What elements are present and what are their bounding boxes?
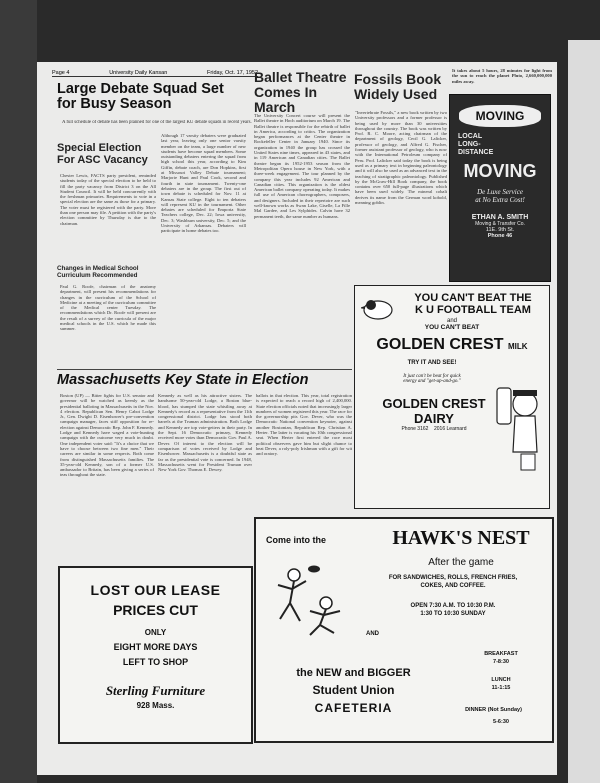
hawks-breakfast-label: BREAKFAST <box>484 651 518 657</box>
moving-phone: Phone 46 <box>487 233 513 239</box>
hawks-food-1: FOR SANDWICHES, ROLLS, FRENCH FRIES, <box>388 575 518 581</box>
golden-line-1: YOU CAN'T BEAT THE <box>414 292 532 304</box>
moving-badge: MOVING <box>459 105 541 127</box>
paper-name: University Daily Kansan <box>109 70 168 76</box>
asc-vacancy-body: Chester Lewis, FACTS party president, reminded students today of the special election to be held to fill the party vacancy from District 3 on the All Student Council. It will be held concurrently with the freshman primaries. Requirements to vote in a special election are the same as those for a primary. The voter must be registered with the party. More than one person may file. A petition with the party's election committee by Thursday is due to the chairman. <box>60 173 156 226</box>
moving-line-local: LOCAL <box>458 133 483 140</box>
golden-good-1: It just can't be beat for quick <box>403 374 461 379</box>
hawks-new-2: Student Union <box>312 683 395 697</box>
hawks-new-3: CAFETERIA <box>314 701 393 715</box>
jayhawk-icon <box>361 294 395 322</box>
lease-store: Sterling Furniture <box>105 683 206 698</box>
golden-dairy-2: DAIRY <box>414 411 454 426</box>
moving-ad <box>449 94 551 282</box>
moving-company-2: Moving & Transfer Co. <box>475 221 525 227</box>
moving-script-2: at No Extra Cost! <box>475 196 525 204</box>
milkman-icon <box>493 382 541 474</box>
lease-line-2: PRICES CUT <box>113 602 198 618</box>
moving-service-lines <box>450 133 550 157</box>
moving-big-word: MOVING <box>463 161 537 181</box>
moving-line-distance: DISTANCE <box>458 149 494 156</box>
golden-phone: Phone 3162 <box>401 426 429 432</box>
golden-brand: GOLDEN CREST <box>376 336 504 353</box>
lease-days: EIGHT MORE DAYS <box>113 642 198 652</box>
medical-headline: Changes in Medical School Curriculum Recommended <box>57 265 139 279</box>
page-number: Page 4 <box>52 70 70 76</box>
golden-address: 2016 Learnard <box>434 426 467 432</box>
hawks-nest-ad <box>254 517 554 743</box>
debate-body: Although 17 varsity debaters were graduated last year, leaving only one senior varsity member on the team, a large number of new students have become squad members. Some outstanding debaters entering the squad from high school this year, according to Kim Giffin, debate coach, are Don Hopkins, first at Missouri Valley Debate tournament; Marjorie Hunt and Paul Cook, second and fourth in state tournament. Twenty-one debaters are in the group. The first out of town debate is scheduled for Nov. 11 at Kansas State college. Eight to ten debaters will represent KU in the tournament. Other debates are scheduled for Emporia State Teachers college, Dec. 22; Iowa university, Dec. 3; Washburn university, Dec. 5; and the University of Arkansas. Debaters will participate in home debates too. <box>161 133 246 234</box>
golden-line-3: and <box>446 318 457 324</box>
hawks-dinner-note: (Not Sunday) <box>487 707 522 713</box>
section-rule <box>57 369 352 370</box>
hawks-and: AND <box>366 631 379 637</box>
sterling-furniture-ad <box>58 566 253 744</box>
massachusetts-col1: Boston (UP) — Bitter fights for U.S. senator and governor will be watched as keenly as the presidential balloting in Massachusetts in the Nov. 4 election. Republican Sen. Henry Cabot Lodge Jr., Gen. Dwight D. Eisenhower's pre-convention campaign manager, faces stiff opposition for re-election against Democratic Rep. John F. Kennedy. Lodge and Kennedy have waged a vote-hunting campaign with the outcome very much in doubt. One independent voter said: "It's a choice that we have to choose between two fine men." Their careers are similar in some respects. Both come from distinguished Massachusetts families. The 35-year-old Kennedy, son of a former U.S. ambassador to Britain, has been giving a series of teas throughout the state. <box>60 393 154 478</box>
moving-script-1: De Luxe Service <box>477 188 523 196</box>
hawks-after: After the game <box>428 557 494 568</box>
moving-line-long: LONG- <box>458 141 481 148</box>
hawks-name: HAWK'S NEST <box>392 527 530 549</box>
golden-line-2: K U FOOTBALL TEAM <box>415 304 531 316</box>
hawks-dinner-line <box>441 707 546 713</box>
golden-brand-line <box>355 336 549 354</box>
golden-crest-ad <box>354 285 550 509</box>
football-players-icon <box>270 559 350 639</box>
hawks-lunch-time: 11-1:15 <box>491 685 511 691</box>
golden-milk: MILK <box>508 342 528 351</box>
fossils-body: "Invertebrate Fossils," a new book written by two University professors and a former professor is being used by more than 30 universities throughout the country. The book was written by Prof. R. C. Moore, acting chairman of the department of geology, Cecil G. Lalicker, professor of geology, and Alfred G. Fischer, former assistant professor of geology, who is now with the International Petroleum company of Peru. Prof. Lalicker said today the book is being used as a primary text in beginning paleontology and it will also be used as an advanced text in the teaching of stratigraphic paleontology. Published by the McGraw-Hill Book company, the book contains over 650 full-page illustrations which have been used widely. The mineral cobalt derives its name from the German word kobold, meaning goblin. <box>355 110 447 206</box>
golden-good-2: energy and "get-up-and-go." <box>403 379 461 384</box>
massachusetts-col2: Kennedy as well as his attractive sisters. The handsome 50-year-old Lodge, a Boston blue-blood, has stumped the state whistling away at Kennedy's record as a representative from the 11th congressional district. Lodge has stood both barrels at the Truman administration. Both Lodge and Kennedy are top vote-getters in their party. In the Sept. 16 Democratic primary, Kennedy received more votes than Democratic Gov. Paul A. Dever. Of interest to the election will be comparison of votes received by Lodge and Eisenhower. Massachusetts is a doubtful state as far as the presidential vote is concerned. In 1948, Massachusetts went for President Truman over New York Gov. Thomas E. Dewey. <box>158 393 252 473</box>
golden-try: TRY IT AND SEE! <box>407 360 457 366</box>
golden-contact <box>355 426 513 432</box>
ballet-body: The University Concert course will present the Ballet theatre in Hoch auditorium on March 19. The Ballet theatre is responsible for the rebirth of ballet in America, according to critics. The organization began performances at the Center theatre in Rockefeller Center in January 1940. Since its organization in 1940 the group has crossed the United States nine times, appeared in 43 states, and in 119 American and Canadian cities. The Ballet theatre began its 1952-1953 season from the Metropolitan Opera house in New York, with a three-week engagement. The tour planned by the company this year includes 92 American and Canadian cities. This organization is the oldest American ballet company operating today. It makes full use of American choreographers, composers, and designers. Included in their repertoire are such well-known works as Swan Lake, Giselle, La Fille Mal Gardee, and Les Sylphides. Calvin have 32 permanent teeth, the same number as humans. <box>254 113 350 219</box>
golden-dairy-1: GOLDEN CREST <box>382 396 486 411</box>
lease-address: 928 Mass. <box>136 701 175 710</box>
moving-address: 11E. 9th St. <box>485 227 515 233</box>
hawks-dinner-label: DINNER <box>465 707 487 713</box>
ballet-headline: Ballet Theatre Comes In March <box>254 69 347 116</box>
moving-company: ETHAN A. SMITH <box>471 214 529 221</box>
hawks-new-1: the NEW and BIGGER <box>296 667 411 679</box>
debate-headline: Large Debate Squad Set for Busy Season <box>57 81 224 113</box>
scanner-edge <box>0 0 37 783</box>
hawks-dinner-time: 5-6:30 <box>493 719 509 725</box>
hawks-sunday: 1:30 TO 10:30 SUNDAY <box>420 611 486 617</box>
debate-deck: A full schedule of debate has been planned for one of the largest KU debate squads in recent years. <box>62 120 252 125</box>
massachusetts-headline: Massachusetts Key State in Election <box>57 372 309 388</box>
massachusetts-col3: ballots in that election. This year, total registration is expected to reach a record high of 2,400,000. State election officials noted that increasingly larger numbers of women registered this year. The race for the governorship pits Gov. Dever, who was the Democratic National convention keynoter, against another Bostonian, Republican Rep. Christian A. Herter. The latter is vacating his 10th congressional seat. When Herter first entered the race most political observers gave him but slight chance to beat Dever, a roly-poly Irishman with a gift for wit and oratory. <box>256 393 352 457</box>
pluto-filler: It takes about 5 hours, 28 minutes for light from the sun to reach the planet Pluto, 2,660,000,000 miles away. <box>452 68 552 84</box>
hawks-open: OPEN 7:30 A.M. TO 10:30 P.M. <box>410 603 496 609</box>
hawks-lunch-label: LUNCH <box>491 677 511 683</box>
lease-line-1: LOST OUR LEASE <box>90 582 221 598</box>
lease-only: ONLY <box>144 628 167 637</box>
hawks-food-2: COKES, AND COFFEE. <box>420 583 486 589</box>
adjacent-page-edge <box>568 40 600 783</box>
asc-vacancy-headline: Special Election For ASC Vacancy <box>57 142 148 166</box>
fossils-headline: Fossils Book Widely Used <box>354 71 442 103</box>
hawks-come: Come into the <box>266 535 326 545</box>
golden-line-4: YOU CAN'T BEAT <box>424 324 480 331</box>
lease-left: LEFT TO SHOP <box>122 657 189 667</box>
medical-body: Paul G. Roofe, chairman of the anatomy department, will present his recommendations for changes in the curriculum of the School of Medicine at a meeting of the curriculum committee of the Medical center Tuesday. The recommendations which Dr. Roofe will present are the result of a survey of the curricula of the major medical schools in the U.S. which he made this summer. <box>60 284 156 332</box>
hawks-breakfast-time: 7-8:30 <box>493 659 509 665</box>
page-header <box>52 70 258 77</box>
issue-date: Friday, Oct. 17, 1952 <box>207 70 258 76</box>
